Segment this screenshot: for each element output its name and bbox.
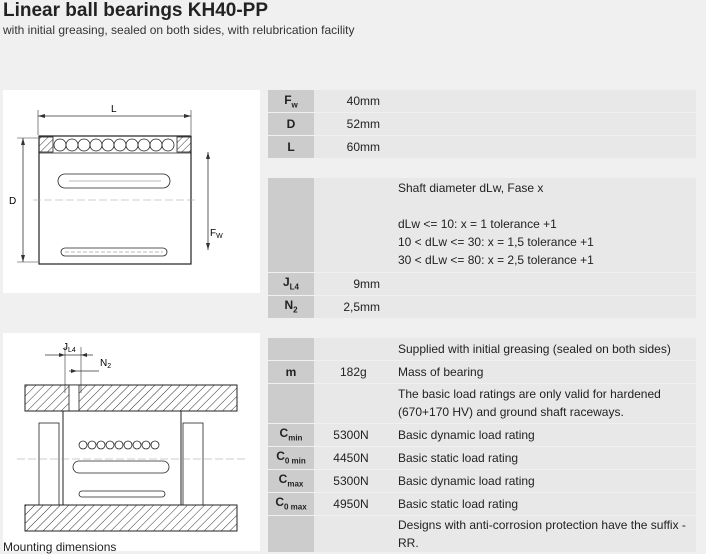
- value-cell: [314, 338, 360, 360]
- unit-cell: [360, 515, 398, 552]
- bearing-cross-section-svg: [3, 90, 260, 293]
- table-row-d: [268, 112, 696, 135]
- value-cell: 4950: [314, 492, 360, 515]
- table-row-cmin: [268, 423, 696, 446]
- dim-L-label: L: [111, 104, 117, 115]
- symbol-letter: C: [278, 472, 288, 487]
- unit-cell: mm: [360, 295, 398, 318]
- desc-cell: [398, 272, 696, 295]
- dim-Fw-letter: F: [210, 228, 217, 239]
- value-cell: 5300: [314, 469, 360, 492]
- symbol-cell: D: [268, 112, 314, 135]
- desc-cell: Basic dynamic load rating: [398, 423, 696, 446]
- value-cell: 5300: [314, 423, 360, 446]
- unit-cell: [360, 338, 398, 360]
- shaft-note-line: 30 < dLw <= 80: x = 2,5 tolerance +1: [398, 253, 594, 267]
- table-row-hardened-note: [268, 383, 696, 423]
- table-row-greasing: [268, 338, 696, 360]
- symbol-letter: C: [275, 495, 284, 510]
- mounting-table: [268, 178, 696, 319]
- dim-N-letter: N: [100, 358, 108, 369]
- symbol-letter: F: [284, 92, 292, 107]
- symbol-sub: L4: [289, 282, 300, 292]
- value-cell: 40: [314, 90, 360, 112]
- table-row-corrosion-note: [268, 515, 696, 552]
- symbol-cell: L: [268, 135, 314, 158]
- desc-cell: Mass of bearing: [398, 360, 696, 383]
- shaft-note-cell: [398, 178, 696, 272]
- symbol-letter: J: [282, 275, 290, 290]
- table-row-jl4: [268, 272, 696, 295]
- desc-cell: Basic static load rating: [398, 446, 696, 469]
- table-row-c0max: [268, 492, 696, 515]
- table-row-n2: [268, 295, 696, 318]
- symbol-cell: [268, 469, 314, 492]
- symbol-sub: 0 min: [284, 456, 306, 466]
- symbol-cell: [268, 90, 314, 112]
- desc-cell: Basic static load rating: [398, 492, 696, 515]
- value-cell: [314, 178, 360, 272]
- page-title: Linear ball bearings KH40-PP: [3, 0, 269, 21]
- symbol-cell: [268, 295, 314, 318]
- table-row-cmax: [268, 469, 696, 492]
- page-subtitle: with initial greasing, sealed on both sides, with relubrication facility: [3, 23, 355, 37]
- value-cell: [314, 515, 360, 552]
- table-row-fw: [268, 90, 696, 112]
- unit-cell: [360, 178, 398, 272]
- greasing-note: Supplied with initial greasing (sealed on both sides): [398, 338, 696, 360]
- symbol-cell: [268, 383, 314, 423]
- symbol-letter: C: [279, 426, 289, 441]
- symbol-cell: [268, 338, 314, 360]
- symbol-cell: [268, 423, 314, 446]
- unit-cell: N: [360, 423, 398, 446]
- unit-cell: g: [360, 360, 398, 383]
- desc-cell: [398, 112, 696, 135]
- dim-N2-label: [100, 358, 111, 370]
- value-cell: 4450: [314, 446, 360, 469]
- symbol-sub: min: [288, 433, 303, 443]
- dim-D-label: D: [9, 196, 17, 207]
- shaft-note-line: 10 < dLw <= 30: x = 1,5 tolerance +1: [398, 235, 594, 249]
- unit-cell: mm: [360, 135, 398, 158]
- value-cell: 182: [314, 360, 360, 383]
- symbol-cell: [268, 272, 314, 295]
- symbol-sub: 2: [293, 305, 298, 315]
- desc-cell: [398, 90, 696, 112]
- symbol-cell: [268, 178, 314, 272]
- symbol-cell: [268, 515, 314, 552]
- unit-cell: N: [360, 469, 398, 492]
- desc-cell: Basic dynamic load rating: [398, 469, 696, 492]
- symbol-cell: [268, 446, 314, 469]
- shaft-note-line: Shaft diameter dLw, Fase x: [398, 181, 544, 195]
- dim-J-letter: J: [63, 342, 68, 353]
- value-cell: 2,5: [314, 295, 360, 318]
- table-row-mass: [268, 360, 696, 383]
- shaft-note-line: dLw <= 10: x = 1 tolerance +1: [398, 217, 557, 231]
- dim-Fw-sub: W: [216, 233, 223, 240]
- hardened-note: The basic load ratings are only valid for hardened (670+170 HV) and ground shaft raceways.: [398, 383, 696, 423]
- symbol-sub: w: [291, 99, 298, 109]
- symbol-letter: C: [276, 449, 285, 464]
- dim-J-sub: L4: [68, 347, 76, 354]
- unit-cell: mm: [360, 272, 398, 295]
- table-row-c0min: [268, 446, 696, 469]
- dim-Fw-label: [210, 228, 223, 240]
- value-cell: [314, 383, 360, 423]
- unit-cell: mm: [360, 112, 398, 135]
- mounting-dimensions-svg: [3, 333, 260, 540]
- symbol-cell: m: [268, 360, 314, 383]
- desc-cell: [398, 295, 696, 318]
- value-cell: 60: [314, 135, 360, 158]
- bearing-drawing: [3, 90, 260, 293]
- unit-cell: N: [360, 446, 398, 469]
- unit-cell: N: [360, 492, 398, 515]
- symbol-sub: 0 max: [283, 502, 307, 512]
- dim-N-sub: 2: [107, 363, 112, 370]
- desc-cell: [398, 135, 696, 158]
- table-row-l: [268, 135, 696, 158]
- shaft-note-line: [398, 197, 696, 215]
- mounting-drawing: [3, 333, 260, 551]
- table-row-shaft-note: [268, 178, 696, 272]
- mounting-dimensions-caption: Mounting dimensions: [3, 540, 117, 554]
- corrosion-note: Designs with anti-corrosion protection have the suffix -RR.: [398, 515, 696, 552]
- dimensions-table: [268, 90, 696, 159]
- symbol-letter: N: [284, 298, 294, 313]
- value-cell: 52: [314, 112, 360, 135]
- unit-cell: mm: [360, 90, 398, 112]
- symbol-sub: max: [287, 479, 304, 489]
- ball-row-top: [54, 139, 174, 151]
- unit-cell: [360, 383, 398, 423]
- load-ratings-table: [268, 338, 696, 553]
- symbol-cell: [268, 492, 314, 515]
- value-cell: 9: [314, 272, 360, 295]
